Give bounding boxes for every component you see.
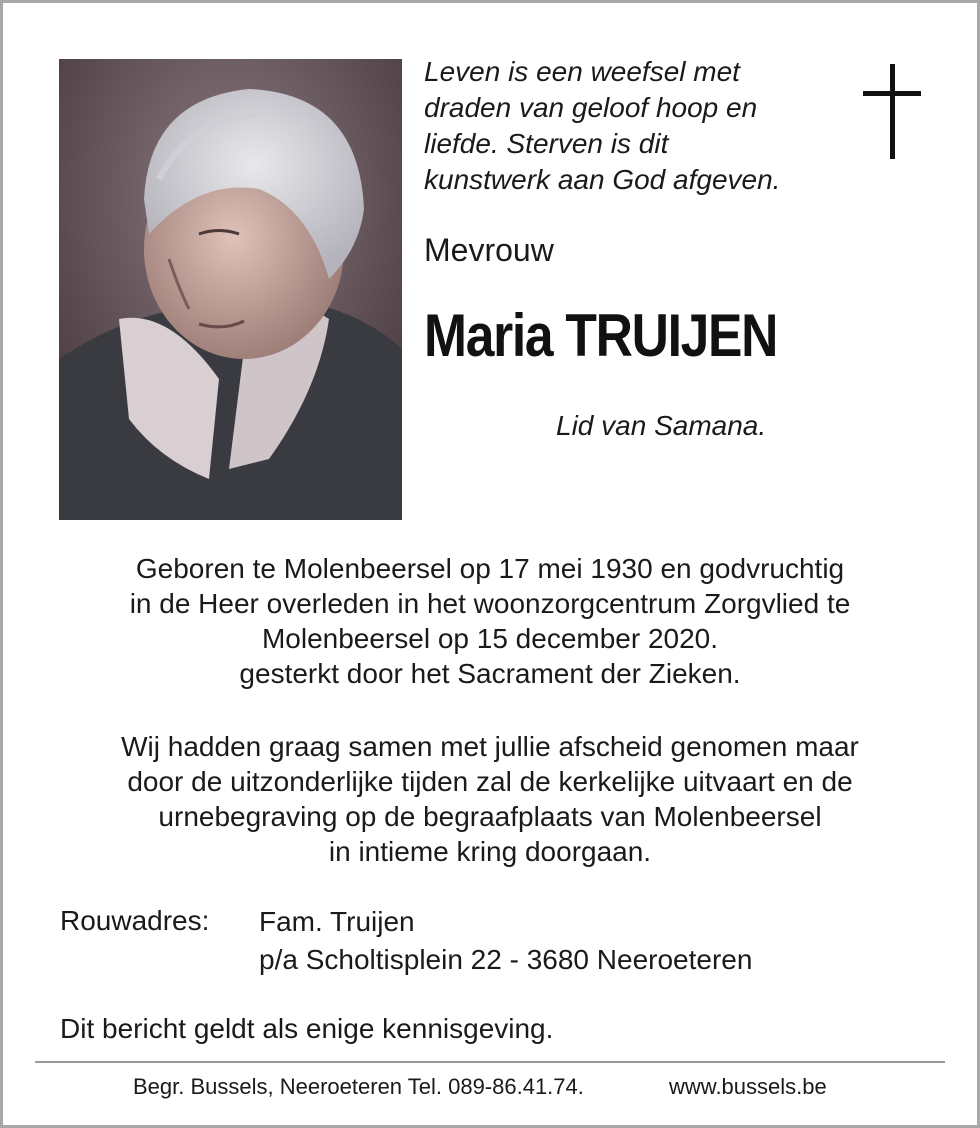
quote-line: kunstwerk aan God afgeven. xyxy=(424,164,781,195)
address-line: Fam. Truijen xyxy=(259,906,415,937)
quote-line: Leven is een weefsel met xyxy=(424,56,740,87)
notice-text: Dit bericht geldt als enige kennisgeving. xyxy=(60,1013,554,1044)
quote-block xyxy=(424,54,844,198)
funeral-paragraph xyxy=(40,729,940,869)
deceased-name: Maria TRUIJEN xyxy=(424,302,778,369)
cross-icon xyxy=(863,64,921,159)
announcement-line: in de Heer overleden in het woonzorgcentrum Zorgvlied te xyxy=(129,588,851,619)
funeral-line: Wij hadden graag samen met jullie afscheid genomen maar xyxy=(121,731,859,762)
address-line: p/a Scholtisplein 22 - 3680 Neeroeteren xyxy=(259,944,753,975)
quote-line: liefde. Sterven is dit xyxy=(424,128,669,159)
announcement-line: Molenbeersel op 15 december 2020. xyxy=(261,623,719,654)
portrait-photo xyxy=(59,59,402,520)
announcement-paragraph xyxy=(40,551,940,691)
address-label: Rouwadres: xyxy=(60,905,210,936)
quote-line: draden van geloof hoop en xyxy=(424,92,758,123)
announcement-line: Geboren te Molenbeersel op 17 mei 1930 en godvruchtig xyxy=(135,553,845,584)
address-block xyxy=(259,903,752,979)
membership: Lid van Samana. xyxy=(556,410,767,441)
funeral-line: in intieme kring doorgaan. xyxy=(328,836,652,867)
announcement-line: gesterkt door het Sacrament der Zieken. xyxy=(239,658,741,689)
funeral-line: urnebegraving op de begraafplaats van Molenbeersel xyxy=(158,801,822,832)
footer-divider xyxy=(35,1061,945,1063)
website-link[interactable]: www.bussels.be xyxy=(669,1074,827,1099)
undertaker-info: Begr. Bussels, Neeroeteren Tel. 089-86.41.74. xyxy=(133,1074,584,1099)
salutation: Mevrouw xyxy=(424,232,554,268)
funeral-line: door de uitzonderlijke tijden zal de kerkelijke uitvaart en de xyxy=(127,766,853,797)
